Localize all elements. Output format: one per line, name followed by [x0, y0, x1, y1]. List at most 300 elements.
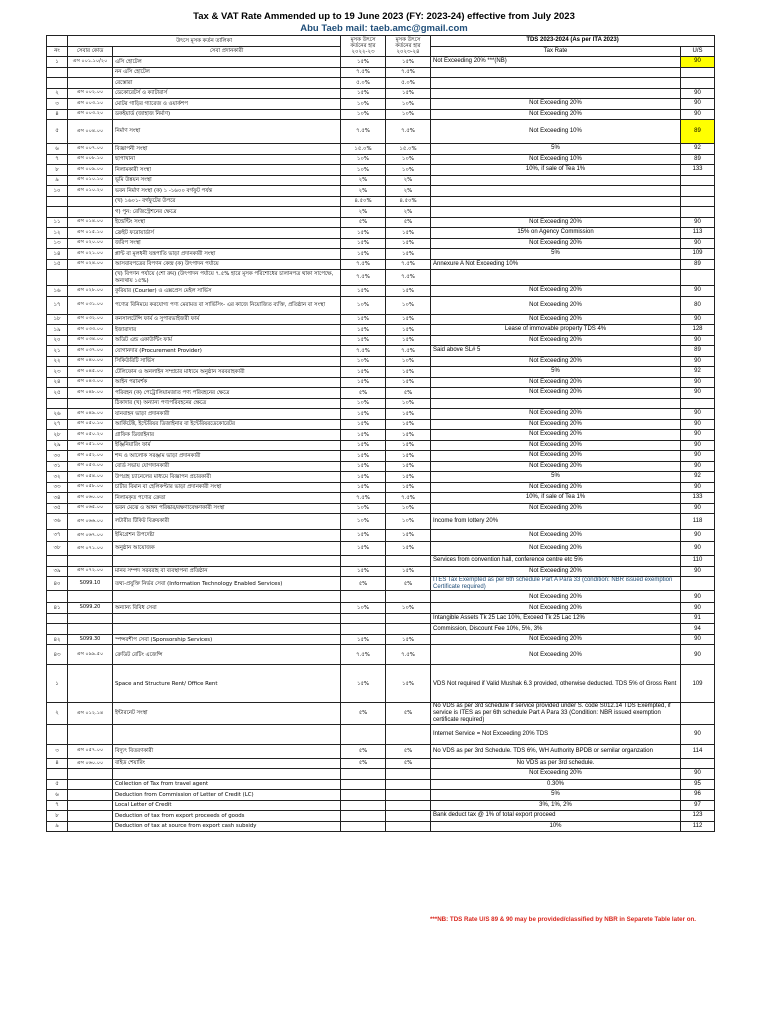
row-tds-rate: Not Exceeding 20%	[431, 769, 681, 780]
row-code: এস ০২১.০০	[68, 249, 113, 260]
row-service	[113, 769, 341, 780]
row-service: পরিবহন (ক) পেট্রোলিয়ামজাত পণ্য পরিবহনের ক্ষেত্রে	[113, 388, 341, 399]
row-service: অডিট এন্ড একাউন্টিং ফার্ম	[113, 335, 341, 346]
row-code: এস ০০৮.১০	[68, 154, 113, 165]
row-sl	[47, 67, 68, 78]
row-us: 90	[681, 440, 715, 451]
row-rate-curr: ৫%	[386, 577, 431, 591]
table-row	[47, 296, 715, 314]
row-rate-curr: ১৫%	[386, 238, 431, 249]
row-code: এস ০৩৭.০০	[68, 346, 113, 357]
row-service: Deduction of tax from export proceeds of goods	[113, 811, 341, 822]
row-rate-prev	[341, 591, 386, 603]
row-rate-prev: ১৫%	[341, 419, 386, 430]
row-rate-prev: ৫.০%	[341, 78, 386, 89]
row-service: নন এসি হোটেল	[113, 67, 341, 78]
row-tds-rate: No VDS as per 3rd Schedule. TDS 6%, WH Authority BPDB or semilar organzation	[431, 744, 681, 758]
row-rate-curr: ১০%	[386, 514, 431, 530]
row-rate-curr: ১৫%	[386, 472, 431, 483]
row-us	[681, 67, 715, 78]
row-tds-rate: Not Exceeding 20%	[431, 542, 681, 556]
row-tds-rate: Not Exceeding 20%	[431, 634, 681, 645]
row-tds-rate: Not Exceeding 20%	[431, 286, 681, 297]
row-us: 90	[681, 591, 715, 603]
table-row	[47, 430, 715, 441]
row-rate-prev: ১০%	[341, 503, 386, 514]
table-row	[47, 154, 715, 165]
row-rate-curr: ১৫%	[386, 461, 431, 472]
row-sl: ২৯	[47, 440, 68, 451]
row-rate-prev: ২%	[341, 175, 386, 186]
row-tds-rate: Not Exceeding 20% ***(NB)	[431, 57, 681, 68]
row-code: এস ০১৪.০০	[68, 217, 113, 228]
row-tds-rate: VDS Not required if Valid Mushak 6.3 provided, otherwise deducted. TDS 5% of Gross Rent	[431, 665, 681, 703]
row-service: চার্টার বিমান বা হেলিকপ্টার ভাড়া প্রদানকারী সংস্থা	[113, 482, 341, 493]
row-service: ইন্টারনেট সংস্থা	[113, 703, 341, 724]
row-us: 90	[681, 645, 715, 665]
row-us: 90	[681, 482, 715, 493]
row-sl: ২০	[47, 335, 68, 346]
row-sl: ১৬	[47, 286, 68, 297]
row-us: 90	[681, 451, 715, 462]
row-tds-rate: Not Exceeding 20%	[431, 109, 681, 120]
row-tds-rate: Not Exceeding 20%	[431, 440, 681, 451]
row-code: এস ০১০.২০	[68, 186, 113, 197]
row-service: Deduction from Commission of Letter of Credit (LC)	[113, 790, 341, 801]
row-rate-curr: ১০%	[386, 503, 431, 514]
row-sl: ২৮	[47, 430, 68, 441]
row-tds-rate: Not Exceeding 20%	[431, 430, 681, 441]
table-row	[47, 493, 715, 504]
row-service: উপগ্রহ চ্যানেলের মাধ্যমে বিজ্ঞাপন প্রচারকারী	[113, 472, 341, 483]
table-row	[47, 207, 715, 218]
row-rate-curr: ১৫%	[386, 530, 431, 542]
table-row	[47, 356, 715, 367]
row-rate-curr: ৫%	[386, 217, 431, 228]
row-code: এস ০৫২.০০	[68, 451, 113, 462]
table-row	[47, 196, 715, 207]
row-sl: ৩১	[47, 461, 68, 472]
row-sl: ৫	[47, 779, 68, 790]
row-rate-prev	[341, 769, 386, 780]
row-rate-curr: ১০%	[386, 603, 431, 614]
table-row	[47, 398, 715, 409]
row-service: কুরিয়ার (Courier) ও এক্সপ্রেস মেইল সার্ভিস	[113, 286, 341, 297]
row-tds-rate	[431, 270, 681, 286]
table-row	[47, 377, 715, 388]
row-rate-prev	[341, 821, 386, 832]
row-rate-prev: ১০%	[341, 356, 386, 367]
row-code: S099.30	[68, 634, 113, 645]
row-us: 90	[681, 430, 715, 441]
row-sl: ৯	[47, 175, 68, 186]
row-code: এস ০৫০.২০	[68, 430, 113, 441]
row-service: বিদ্যুৎ বিতরণকারী	[113, 744, 341, 758]
row-sl	[47, 591, 68, 603]
row-rate-prev: ১৫%	[341, 430, 386, 441]
row-code: এস ০০৪.০০	[68, 120, 113, 144]
row-rate-curr: ১৫%	[386, 325, 431, 336]
row-rate-prev: ২%	[341, 186, 386, 197]
row-rate-curr: ২%	[386, 186, 431, 197]
table-row	[47, 409, 715, 420]
row-code: এস ০৩৪.০০	[68, 335, 113, 346]
row-code: এস ০৩৩.০০	[68, 325, 113, 336]
row-tds-rate: Not Exceeding 20%	[431, 566, 681, 577]
row-sl: ৬	[47, 144, 68, 155]
row-code: S099.10	[68, 577, 113, 591]
row-rate-prev: ২%	[341, 207, 386, 218]
row-us: 89	[681, 120, 715, 144]
row-tds-rate: 10%	[431, 821, 681, 832]
table-row	[47, 461, 715, 472]
row-rate-curr	[386, 591, 431, 603]
row-rate-prev: ৭.৫%	[341, 67, 386, 78]
row-us: 90	[681, 356, 715, 367]
row-sl: ১৮	[47, 314, 68, 325]
table-row	[47, 665, 715, 703]
table-row	[47, 346, 715, 357]
row-rate-prev	[341, 779, 386, 790]
row-rate-curr: ১৫%	[386, 377, 431, 388]
row-sl: ২৫	[47, 388, 68, 399]
row-code: এস ০৪৯.০০	[68, 409, 113, 420]
row-code	[68, 207, 113, 218]
table-row	[47, 724, 715, 744]
row-tds-rate	[431, 67, 681, 78]
row-sl: ১০	[47, 186, 68, 197]
row-sl: ৩২	[47, 472, 68, 483]
row-us: 133	[681, 165, 715, 176]
row-tds-rate: Not Exceeding 20%	[431, 314, 681, 325]
row-rate-prev: ১৫%	[341, 367, 386, 378]
row-code	[68, 790, 113, 801]
table-row	[47, 556, 715, 567]
table-row	[47, 249, 715, 260]
row-sl: ১২	[47, 228, 68, 239]
row-service: মানব সম্পদ সরবরাহ বা ব্যবস্থাপনা প্রতিষ্ঠান	[113, 566, 341, 577]
row-us: 90	[681, 419, 715, 430]
row-rate-curr: ১৫%	[386, 367, 431, 378]
row-service: মোটর গাড়ির গ্যারেজ ও ওয়ার্কশপ	[113, 99, 341, 110]
row-us: 90	[681, 314, 715, 325]
table-row	[47, 186, 715, 197]
row-tds-rate: Commission, Discount Fee 10%, 5%, 3%	[431, 624, 681, 635]
tax-rate-table	[46, 35, 715, 832]
table-row	[47, 228, 715, 239]
row-rate-prev: ১০%	[341, 398, 386, 409]
row-service: গ) পুন: রেজিস্ট্রেশনের ক্ষেত্রে	[113, 207, 341, 218]
row-rate-prev: ৭.৫%	[341, 259, 386, 270]
row-rate-prev: ১৫%	[341, 57, 386, 68]
row-us: 90	[681, 530, 715, 542]
row-sl: ১৭	[47, 296, 68, 314]
table-row	[47, 88, 715, 99]
table-row	[47, 99, 715, 110]
row-us	[681, 196, 715, 207]
row-rate-curr: ১৫%	[386, 419, 431, 430]
row-sl: ২২	[47, 356, 68, 367]
row-tds-rate	[431, 175, 681, 186]
row-rate-prev: ৭.৫%	[341, 645, 386, 665]
row-code	[68, 724, 113, 744]
row-rate-curr: ১০%	[386, 154, 431, 165]
row-code: এস ০৬৭.০০	[68, 530, 113, 542]
row-code: এস ০৯৯.৫০	[68, 645, 113, 665]
row-tds-rate: Not Exceeding 20%	[431, 335, 681, 346]
row-rate-curr: ১০%	[386, 99, 431, 110]
row-sl	[47, 207, 68, 218]
table-row	[47, 503, 715, 514]
table-row	[47, 645, 715, 665]
row-service: নিলামকৃত পণ্যের ক্রেতা	[113, 493, 341, 504]
row-code: এস ০৬০.০০	[68, 493, 113, 504]
row-rate-prev: ১৫%	[341, 440, 386, 451]
row-rate-prev: ৭.৫%	[341, 493, 386, 504]
row-code: এস ০৭২.০০	[68, 566, 113, 577]
row-code: এস ০০৭.০০	[68, 144, 113, 155]
row-tds-rate: Not Exceeding 20%	[431, 451, 681, 462]
row-rate-prev: ৭.৫%	[341, 270, 386, 286]
row-sl: ৩৪	[47, 493, 68, 504]
row-code: এস ০০১.১০/২০	[68, 57, 113, 68]
header-tax-rate: Tax Rate	[431, 46, 681, 57]
row-tds-rate: Not Exceeding 20%	[431, 99, 681, 110]
row-rate-curr	[386, 769, 431, 780]
table-row	[47, 577, 715, 591]
table-row	[47, 758, 715, 769]
row-rate-curr: ১৫%	[386, 542, 431, 556]
row-rate-curr: ৫%	[386, 744, 431, 758]
row-us: 97	[681, 800, 715, 811]
row-rate-prev: ১৫%	[341, 482, 386, 493]
row-us: 90	[681, 388, 715, 399]
row-code: এস ০৫০.১০	[68, 419, 113, 430]
row-rate-prev: ১৫%	[341, 377, 386, 388]
table-row	[47, 821, 715, 832]
row-code: এস ০৪৩.০০	[68, 377, 113, 388]
row-rate-prev: ৭.৫%	[341, 346, 386, 357]
row-rate-curr	[386, 821, 431, 832]
table-row	[47, 779, 715, 790]
row-sl: ২৪	[47, 377, 68, 388]
row-service: ভূমি উন্নয়ন সংস্থা	[113, 175, 341, 186]
header-group-label: উৎসে মূসক কর্তন তালিকা	[68, 36, 341, 47]
row-tds-rate: Not Exceeding 20%	[431, 645, 681, 665]
row-sl	[47, 624, 68, 635]
row-tds-rate	[431, 207, 681, 218]
row-sl: ৪২	[47, 634, 68, 645]
row-us: 90	[681, 566, 715, 577]
row-us: 90	[681, 503, 715, 514]
table-header-row-1	[47, 36, 715, 47]
row-code: এস ০৭১.০০	[68, 542, 113, 556]
row-service: Deduction of tax at source from export cash subsidy	[113, 821, 341, 832]
row-tds-rate: Not Exceeding 20%	[431, 388, 681, 399]
row-sl	[47, 613, 68, 624]
row-service: ফ্রেইট ফরোয়ার্ডার্স	[113, 228, 341, 239]
row-tds-rate: 15% on Agency Commission	[431, 228, 681, 239]
table-row	[47, 440, 715, 451]
table-row	[47, 451, 715, 462]
table-row	[47, 744, 715, 758]
row-code	[68, 78, 113, 89]
row-us: 110	[681, 556, 715, 567]
row-tds-rate: Not Exceeding 20%	[431, 217, 681, 228]
row-rate-prev: ১৫%	[341, 451, 386, 462]
row-code: S099.20	[68, 603, 113, 614]
row-tds-rate: Not Exceeding 20%	[431, 530, 681, 542]
row-rate-prev: ১৫%	[341, 228, 386, 239]
row-rate-prev: ৫%	[341, 388, 386, 399]
row-sl: ১৪	[47, 249, 68, 260]
row-tds-rate: ITES Tax Exempted as per 6th schedule Part A Para 33 (condition: NBR issued exemption Certificate required)	[431, 577, 681, 591]
row-code: এস ০৫১.০০	[68, 440, 113, 451]
row-sl: ৪	[47, 109, 68, 120]
row-sl: ২	[47, 88, 68, 99]
row-rate-prev: ১৫%	[341, 325, 386, 336]
page-title: Tax & VAT Rate Ammended up to 19 June 2023 (FY: 2023-24) effective from July 2023	[193, 11, 575, 22]
row-us: 90	[681, 335, 715, 346]
row-rate-prev: ১০%	[341, 109, 386, 120]
row-service: Collection of Tax from travel agent	[113, 779, 341, 790]
row-service: বোর্ড সভায় যোগদানকারী	[113, 461, 341, 472]
header-service: সেবা প্রদানকারী	[113, 46, 341, 57]
row-sl: ১১	[47, 217, 68, 228]
row-tds-rate: Lease of immovable property TDS 4%	[431, 325, 681, 336]
row-rate-curr: ১৫%	[386, 634, 431, 645]
row-rate-curr: ১৫%	[386, 57, 431, 68]
row-tds-rate: Intangible Assets Tk 25 Lac 10%, Exceed Tk 25 Lac 12%	[431, 613, 681, 624]
table-row	[47, 78, 715, 89]
table-row	[47, 530, 715, 542]
row-sl: ৩৮	[47, 542, 68, 556]
row-us: 89	[681, 259, 715, 270]
table-row	[47, 335, 715, 346]
row-rate-curr: ১৫%	[386, 440, 431, 451]
row-sl: ৩৩	[47, 482, 68, 493]
row-us: 90	[681, 724, 715, 744]
row-service	[113, 624, 341, 635]
row-rate-curr: ৭.৫%	[386, 120, 431, 144]
row-rate-prev	[341, 790, 386, 801]
row-us: 109	[681, 665, 715, 703]
row-rate-prev: ৫%	[341, 703, 386, 724]
row-us: 89	[681, 346, 715, 357]
table-row	[47, 175, 715, 186]
row-tds-rate	[431, 398, 681, 409]
row-rate-curr	[386, 779, 431, 790]
row-us: 90	[681, 88, 715, 99]
row-service: ইমিগ্রেশন উপদেষ্টা	[113, 530, 341, 542]
row-sl: ৯	[47, 821, 68, 832]
row-sl: ৩	[47, 744, 68, 758]
row-rate-curr: ৭.৫%	[386, 346, 431, 357]
row-sl: ২১	[47, 346, 68, 357]
row-rate-curr: ৪.৫০%	[386, 196, 431, 207]
row-service: ইঞ্জিনিয়ারিং ফার্ম	[113, 440, 341, 451]
row-rate-curr: ১০%	[386, 296, 431, 314]
row-us: 90	[681, 217, 715, 228]
row-tds-rate: Internet Service = Not Exceeding 20% TDS	[431, 724, 681, 744]
row-us: 80	[681, 296, 715, 314]
row-service: ভবন নির্মাণ সংস্থা (ক) ১ -১৬০০ বর্গফুট পর্যন্ত	[113, 186, 341, 197]
row-sl: ৪৩	[47, 645, 68, 665]
row-tds-rate	[431, 88, 681, 99]
table-row	[47, 472, 715, 483]
row-code: এস ০২০.০০	[68, 238, 113, 249]
row-us: 91	[681, 613, 715, 624]
row-service: গ্রাফিক ডিজাইনার	[113, 430, 341, 441]
row-us	[681, 207, 715, 218]
row-us	[681, 175, 715, 186]
row-rate-curr: ১০%	[386, 109, 431, 120]
row-code	[68, 624, 113, 635]
row-us: 90	[681, 603, 715, 614]
row-code: এস ০৫৭.০০	[68, 744, 113, 758]
row-code: এস ০৪৫.০০	[68, 367, 113, 378]
row-rate-curr: ১৫%	[386, 228, 431, 239]
row-rate-prev	[341, 613, 386, 624]
row-tds-rate: Not Exceeding 20%	[431, 419, 681, 430]
row-us: 92	[681, 367, 715, 378]
row-rate-prev: ১৫%	[341, 566, 386, 577]
row-us: 112	[681, 821, 715, 832]
row-code: এস ০৩২.০০	[68, 314, 113, 325]
row-sl: ৩	[47, 99, 68, 110]
row-rate-prev	[341, 556, 386, 567]
row-rate-prev: ১৫%	[341, 335, 386, 346]
row-us: 133	[681, 493, 715, 504]
row-service: লটারীর টিকিট বিক্রয়কারী	[113, 514, 341, 530]
row-sl: ৩৭	[47, 530, 68, 542]
row-rate-curr	[386, 724, 431, 744]
row-rate-curr: ১০%	[386, 398, 431, 409]
row-code: এস ০০৯.০০	[68, 165, 113, 176]
row-sl: ২	[47, 703, 68, 724]
row-code	[68, 811, 113, 822]
row-us: 123	[681, 811, 715, 822]
row-service: অনুষ্ঠান আয়োজক	[113, 542, 341, 556]
row-tds-rate: Not Exceeding 20%	[431, 461, 681, 472]
table-row	[47, 286, 715, 297]
row-tds-rate: Not Exceeding 20%	[431, 238, 681, 249]
row-us: 114	[681, 744, 715, 758]
row-rate-curr: ১০%	[386, 356, 431, 367]
row-sl: ১	[47, 57, 68, 68]
row-rate-curr: ৭.৫%	[386, 270, 431, 286]
table-row	[47, 367, 715, 378]
row-rate-curr	[386, 800, 431, 811]
row-sl	[47, 196, 68, 207]
row-us	[681, 758, 715, 769]
row-code: এস ০১০.১০	[68, 175, 113, 186]
row-tds-rate	[431, 196, 681, 207]
row-tds-rate: Not Exceeding 20%	[431, 603, 681, 614]
row-us: 90	[681, 286, 715, 297]
row-rate-prev	[341, 724, 386, 744]
row-us: 90	[681, 377, 715, 388]
row-code: এস ০০৩.১০	[68, 99, 113, 110]
row-us: 90	[681, 109, 715, 120]
row-code	[68, 556, 113, 567]
row-sl: ৭	[47, 154, 68, 165]
row-us: 90	[681, 409, 715, 420]
row-sl	[47, 769, 68, 780]
row-tds-rate: Said above SL# 5	[431, 346, 681, 357]
row-rate-curr: ১৫%	[386, 566, 431, 577]
row-us: 92	[681, 472, 715, 483]
